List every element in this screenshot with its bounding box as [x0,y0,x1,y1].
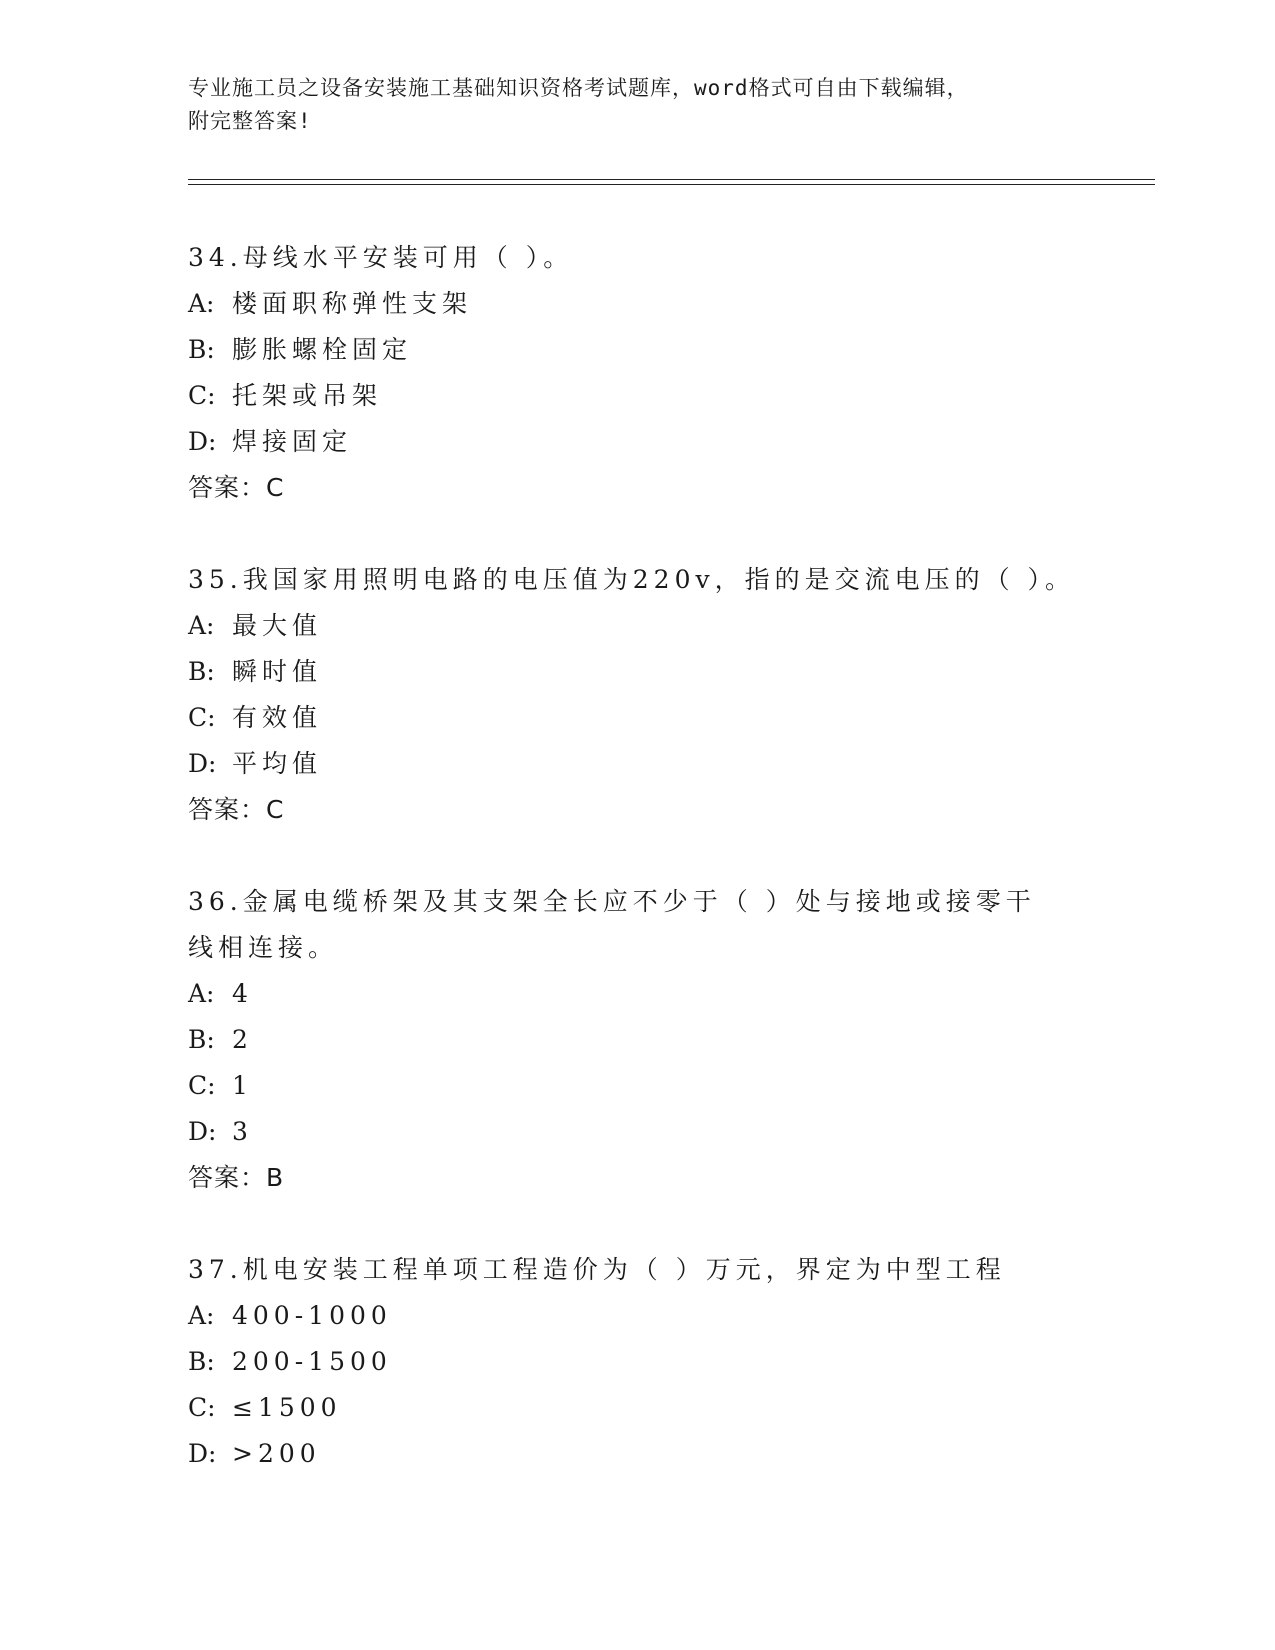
option-letter: B: [188,1025,215,1054]
option-b [188,649,1088,695]
option-c [188,695,1088,741]
option-text: >200 [232,1439,321,1468]
question-35 [188,557,1088,833]
question-34 [188,235,1088,511]
option-letter: C: [188,1393,216,1422]
question-text: 37.机电安装工程单项工程造价为（ ）万元，界定为中型工程 [188,1255,1006,1284]
option-text: 瞬时值 [232,657,323,686]
option-a [188,281,1088,327]
option-d [188,1431,1088,1477]
option-b [188,1017,1088,1063]
header-divider-bottom [188,184,1155,185]
option-text: 1 [232,1071,253,1100]
answer-text: 答案：C [188,473,285,502]
answer-text: 答案：C [188,795,285,824]
question-list [188,235,1088,1523]
option-letter: D: [188,427,217,456]
question-36 [188,879,1088,1201]
option-letter: D: [188,749,217,778]
option-text: ≤1500 [232,1393,342,1422]
option-text: 焊接固定 [232,427,353,456]
option-a [188,971,1088,1017]
option-text: 2 [232,1025,253,1054]
option-text: 400-1000 [232,1301,392,1330]
option-a [188,603,1088,649]
option-letter: C: [188,703,216,732]
option-text: 最大值 [232,611,323,640]
option-letter: A: [188,979,215,1008]
option-letter: A: [188,1301,215,1330]
option-c [188,1385,1088,1431]
option-text: 楼面职称弹性支架 [232,289,473,318]
option-letter: B: [188,657,215,686]
question-text: 36.金属电缆桥架及其支架全长应不少于（ ）处与接地或接零干线相连接。 [188,887,1036,962]
option-letter: B: [188,335,215,364]
question-text: 34.母线水平安装可用（ ）。 [188,243,574,272]
option-letter: A: [188,611,215,640]
document-header [188,72,1088,138]
option-text: 4 [232,979,253,1008]
option-text: 200-1500 [232,1347,392,1376]
header-line-2: 附完整答案! [188,109,312,133]
option-text: 托架或吊架 [232,381,383,410]
option-b [188,327,1088,373]
option-letter: D: [188,1117,217,1146]
question-37 [188,1247,1088,1477]
question-text: 35.我国家用照明电路的电压值为220v，指的是交流电压的（ ）。 [188,565,1076,594]
option-letter: D: [188,1439,217,1468]
option-text: 膨胀螺栓固定 [232,335,413,364]
option-letter: C: [188,381,216,410]
option-text: 平均值 [232,749,323,778]
option-text: 3 [232,1117,253,1146]
option-d [188,741,1088,787]
option-text: 有效值 [232,703,323,732]
option-d [188,1109,1088,1155]
header-divider-top [188,179,1155,180]
option-d [188,419,1088,465]
answer-text: 答案：B [188,1163,285,1192]
option-c [188,373,1088,419]
option-c [188,1063,1088,1109]
option-letter: C: [188,1071,216,1100]
option-b [188,1339,1088,1385]
option-a [188,1293,1088,1339]
header-line-1: 专业施工员之设备安装施工基础知识资格考试题库，word格式可自由下载编辑， [188,76,969,100]
option-letter: A: [188,289,215,318]
option-letter: B: [188,1347,215,1376]
